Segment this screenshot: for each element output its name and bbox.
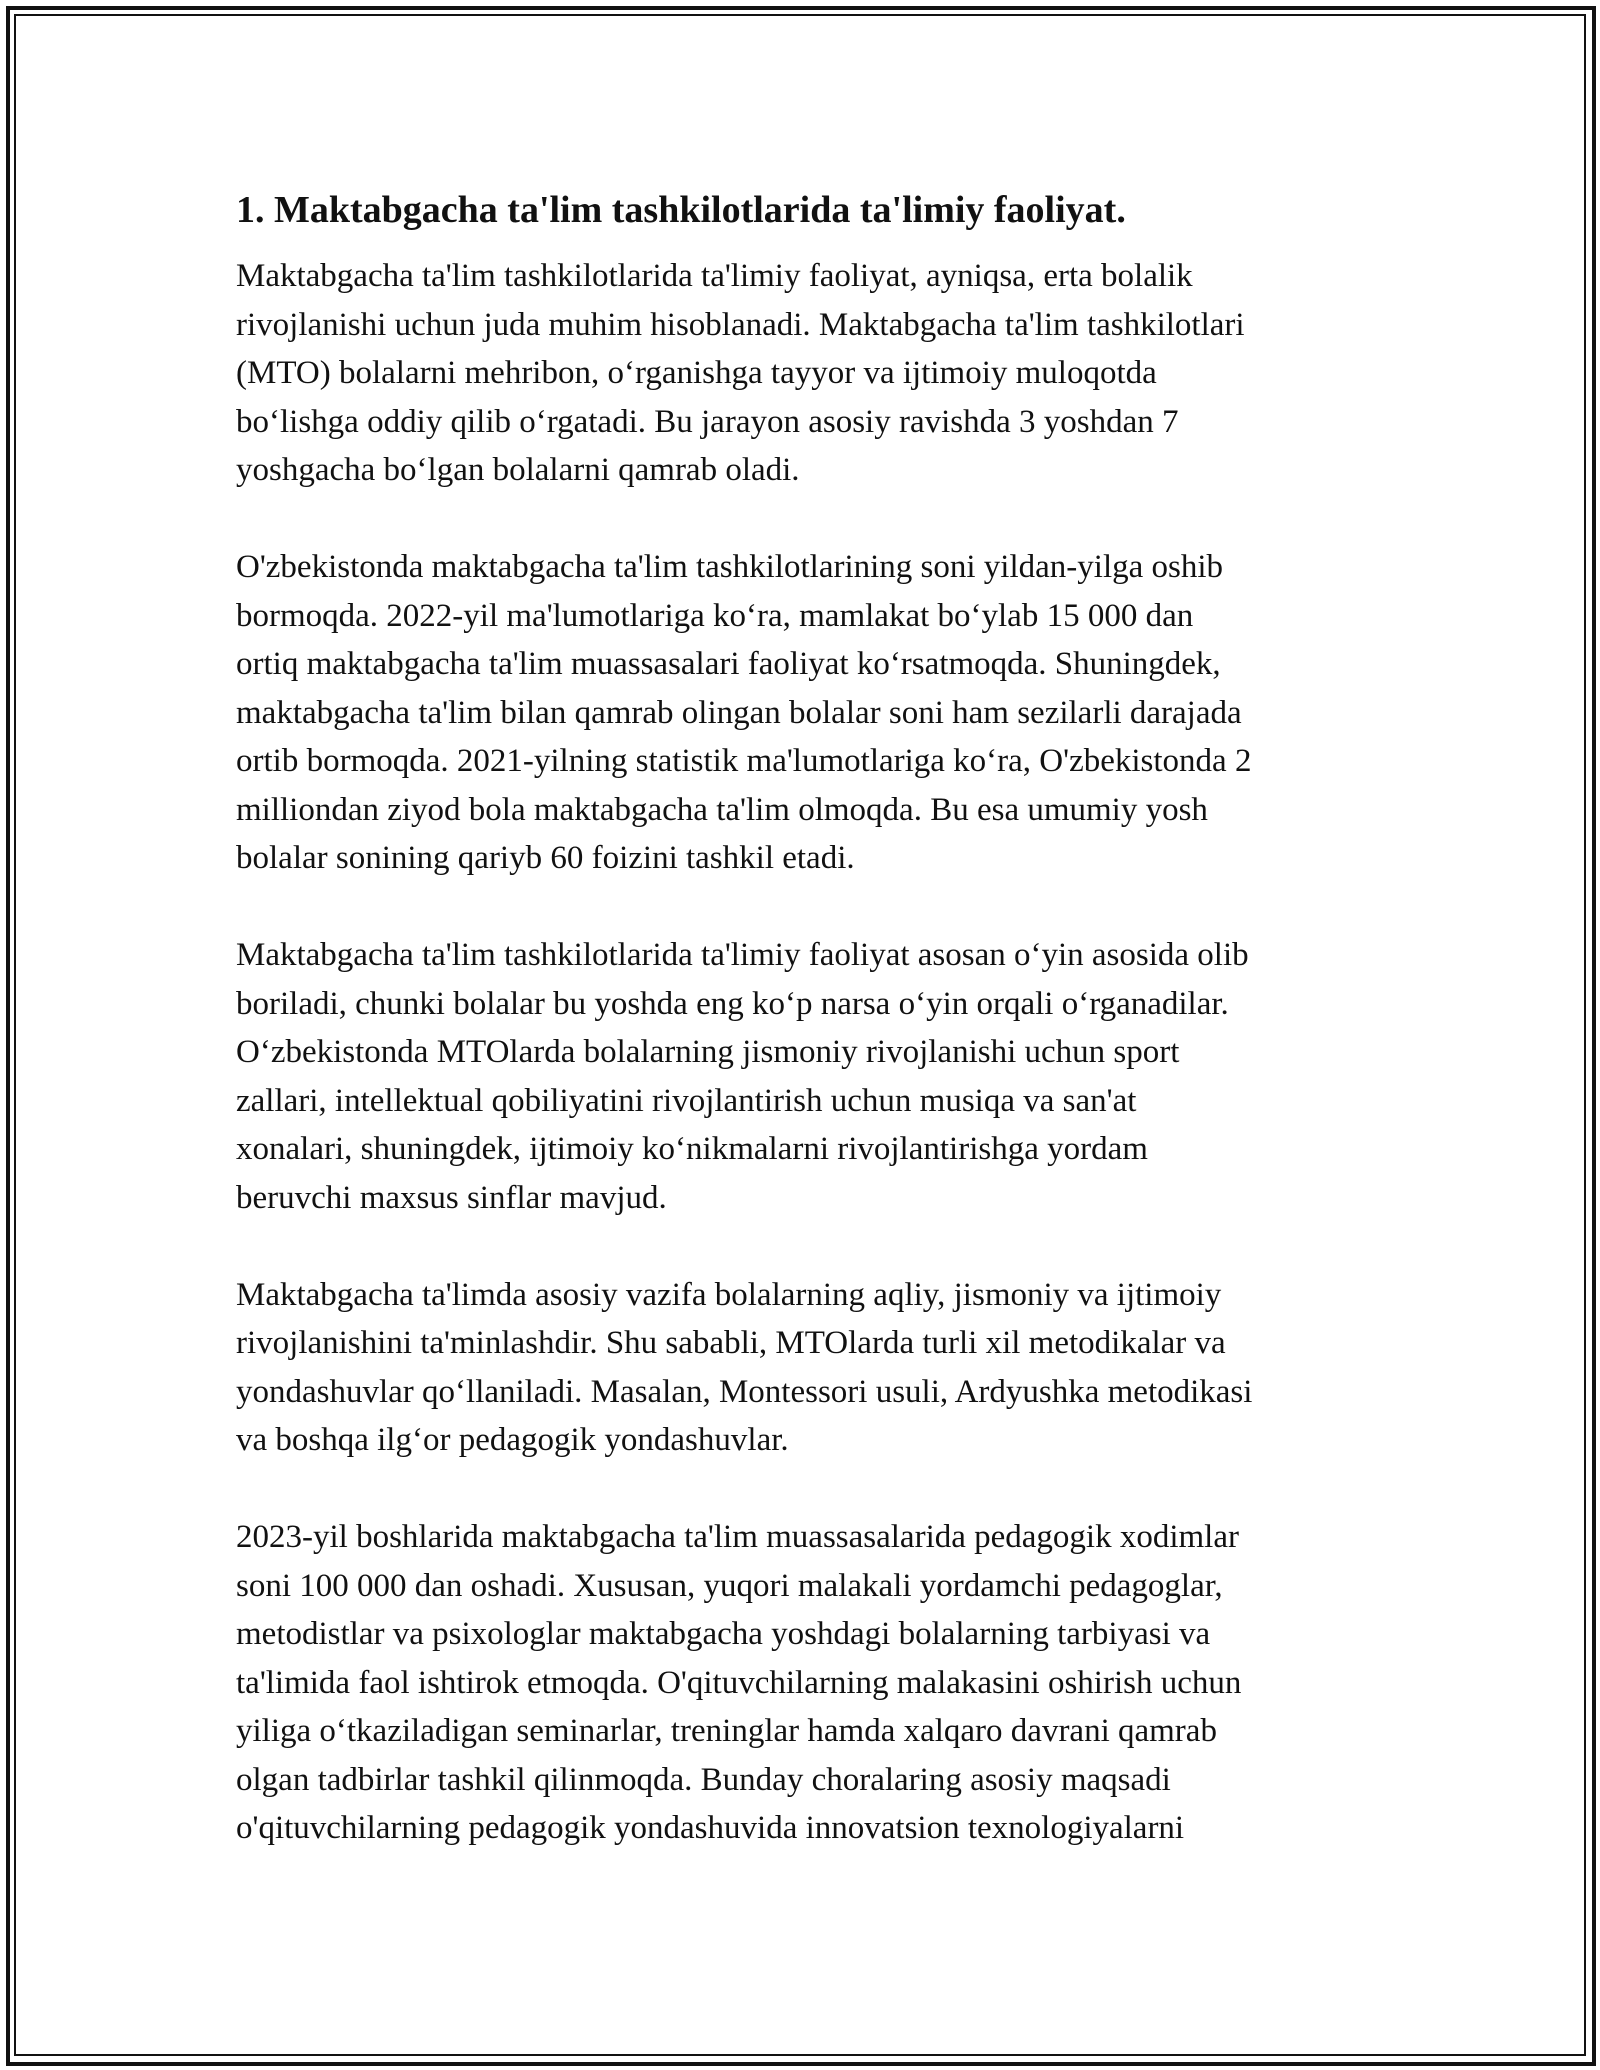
text-line: Maktabgacha ta'limda asosiy vazifa bolalarning aqliy, jismoniy va ijtimoiy (236, 1276, 1222, 1313)
text-line: metodistlar va psixologlar maktabgacha yoshdagi bolalarning tarbiyasi va (236, 1616, 1211, 1652)
text-line: O‘zbekistonda MTOlarda bolalarning jismoniy rivojlanishi uchun sport (236, 1034, 1180, 1070)
text-line: beruvchi maxsus sinflar mavjud. (236, 1179, 667, 1216)
text-line: ortiq maktabgacha ta'lim muassasalari faoliyat ko‘rsatmoqda. Shuningdek, (236, 646, 1221, 682)
text-line: o'qituvchilarning pedagogik yondashuvida innovatsion texnologiyalarni (236, 1810, 1185, 1846)
paragraph-2 (236, 543, 1371, 883)
text-line: xonalari, shuningdek, ijtimoiy ko‘nikmalarni rivojlantirishga yordam (236, 1131, 1148, 1167)
text-line: rivojlanishini ta'minlashdir. Shu sababli, MTOlarda turli xil metodikalar va (236, 1325, 1226, 1361)
text-line: maktabgacha ta'lim bilan qamrab olingan bolalar soni ham sezilarli darajada (236, 694, 1242, 731)
text-line: milliondan ziyod bola maktabgacha ta'lim olmoqda. Bu esa umumiy yosh (236, 791, 1208, 828)
text-line: bolalar sonining qariyb 60 foizini tashkil etadi. (236, 840, 855, 876)
text-line: boriladi, chunki bolalar bu yoshda eng ko‘p narsa o‘yin orqali o‘rganadilar. (236, 985, 1229, 1022)
text-line: rivojlanishi uchun juda muhim hisoblanadi. Maktabgacha ta'lim tashkilotlari (236, 306, 1245, 343)
text-line: bo‘lishga oddiy qilib o‘rgatadi. Bu jarayon asosiy ravishda 3 yoshdan 7 (236, 403, 1179, 440)
text-line: yiliga o‘tkaziladigan seminarlar, treninglar hamda xalqaro davrani qamrab (236, 1713, 1217, 1749)
text-line: yondashuvlar qo‘llaniladi. Masalan, Montessori usuli, Ardyushka metodikasi (236, 1373, 1253, 1410)
text-line: ta'limida faol ishtirok etmoqda. O'qituvchilarning malakasini oshirish uchun (236, 1664, 1242, 1701)
text-line: 2023-yil boshlarida maktabgacha ta'lim muassasalarida pedagogik xodimlar (236, 1519, 1239, 1555)
paragraph-3 (236, 931, 1371, 1222)
text-line: olgan tadbirlar tashkil qilinmoqda. Bunday choralaring asosiy maqsadi (236, 1761, 1171, 1798)
text-line: Maktabgacha ta'lim tashkilotlarida ta'limiy faoliyat asosan o‘yin asosida olib (236, 937, 1249, 973)
paragraph-4 (236, 1271, 1371, 1465)
document-body (236, 186, 1371, 1853)
paragraph-1 (236, 252, 1371, 495)
text-line: va boshqa ilg‘or pedagogik yondashuvlar. (236, 1422, 789, 1458)
text-line: O'zbekistonda maktabgacha ta'lim tashkilotlarining soni yildan-yilga oshib (236, 549, 1224, 585)
text-line: bormoqda. 2022-yil ma'lumotlariga ko‘ra, mamlakat bo‘ylab 15 000 dan (236, 597, 1194, 634)
page-title: 1. Maktabgacha ta'lim tashkilotlarida ta'limiy faoliyat. (236, 189, 1126, 231)
text-line: yoshgacha bo‘lgan bolalarni qamrab oladi. (236, 452, 800, 488)
text-line: zallari, intellektual qobiliyatini rivojlantirish uchun musiqa va san'at (236, 1082, 1137, 1119)
text-line: Maktabgacha ta'lim tashkilotlarida ta'limiy faoliyat, ayniqsa, erta bolalik (236, 258, 1193, 294)
text-line: ortib bormoqda. 2021-yilning statistik ma'lumotlariga ko‘ra, O'zbekistonda 2 (236, 743, 1252, 779)
text-line: soni 100 000 dan oshadi. Xususan, yuqori malakali yordamchi pedagoglar, (236, 1567, 1223, 1604)
paragraph-5 (236, 1513, 1371, 1853)
text-line: (MTO) bolalarni mehribon, o‘rganishga tayyor va ijtimoiy muloqotda (236, 355, 1157, 391)
